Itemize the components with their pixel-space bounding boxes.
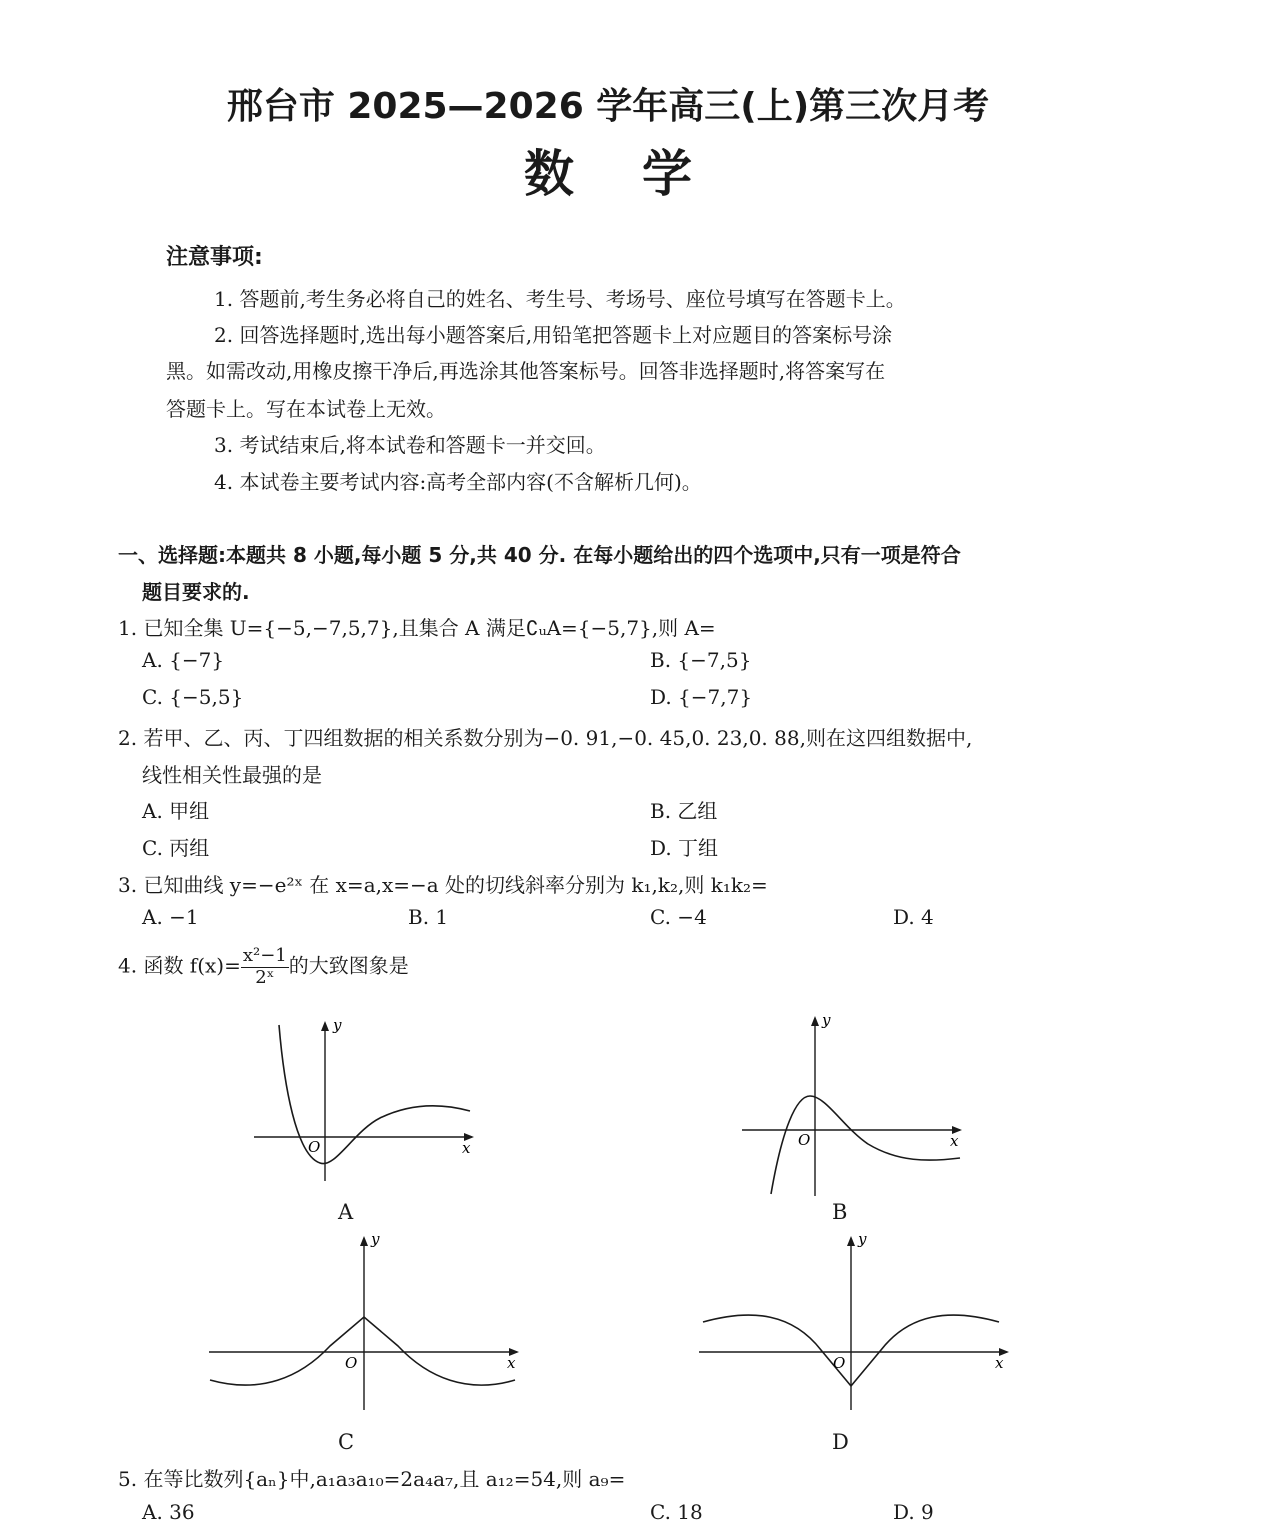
q2-option-b: B. 乙组 [650, 799, 718, 823]
q2-option-c: C. 丙组 [142, 836, 210, 860]
q3-stem: 3. 已知曲线 y=−e²ˣ 在 x=a,x=−a 处的切线斜率分别为 k₁,k₂,则 k₁k₂= [118, 873, 768, 897]
notice-item-2-line-1: 2. 回答选择题时,选出每小题答案后,用铅笔把答题卡上对应题目的答案标号涂 [214, 323, 893, 347]
q4-stem [118, 946, 409, 988]
notice-item-2-line-3: 答题卡上。写在本试卷上无效。 [166, 397, 446, 421]
q1-stem: 1. 已知全集 U={−5,−7,5,7},且集合 A 满足∁ᵤA={−5,7},则 A= [118, 616, 716, 640]
q3-option-d: D. 4 [893, 905, 934, 929]
q5-stem: 5. 在等比数列{aₙ}中,a₁a₃a₁₀=2a₄a₇,且 a₁₂=54,则 a₉= [118, 1467, 626, 1491]
graph-a-x-label: x [462, 1139, 471, 1157]
graph-d-y-arrow [847, 1236, 855, 1246]
q2-stem-line-2: 线性相关性最强的是 [142, 763, 322, 787]
graph-c-curve [210, 1317, 515, 1385]
q1-option-a: A. {−7} [142, 648, 225, 672]
graph-c-caption: C [338, 1430, 355, 1454]
graph-a-caption: A [338, 1200, 354, 1224]
graph-b-caption: B [832, 1200, 848, 1224]
graph-b-y-arrow [811, 1016, 819, 1026]
section-1-heading-line-1: 一、选择题:本题共 8 小题,每小题 5 分,共 40 分. 在每小题给出的四个选项中,只有一项是符合 [118, 543, 961, 567]
graph-d-y-label: y [858, 1230, 867, 1248]
graph-c-y-label: y [371, 1230, 380, 1248]
q2-stem-line-1: 2. 若甲、乙、丙、丁四组数据的相关系数分别为−0. 91,−0. 45,0. 23,0. 88,则在这四组数据中, [118, 726, 973, 750]
q1-option-d: D. {−7,7} [650, 685, 753, 709]
q2-option-d: D. 丁组 [650, 836, 719, 860]
graph-c-y-arrow [360, 1236, 368, 1246]
q3-option-a: A. −1 [142, 905, 199, 929]
notice-item-1: 1. 答题前,考生务必将自己的姓名、考生号、考场号、座位号填写在答题卡上。 [214, 287, 906, 311]
graph-d [695, 1228, 1015, 1414]
graph-a-y-arrow [321, 1021, 329, 1031]
notice-item-4: 4. 本试卷主要考试内容:高考全部内容(不含解析几何)。 [214, 470, 702, 494]
graph-b [738, 1010, 968, 1200]
q5-option-c: C. 18 [650, 1500, 703, 1524]
q1-option-c: C. {−5,5} [142, 685, 244, 709]
q2-option-a: A. 甲组 [142, 799, 210, 823]
section-1-heading-line-2: 题目要求的. [142, 580, 250, 604]
subject-title: 数学 [524, 145, 760, 203]
graph-c-origin: O [345, 1354, 358, 1372]
q5-option-a: A. 36 [142, 1500, 195, 1524]
q4-denominator: 2ˣ [255, 966, 275, 988]
q1-option-b: B. {−7,5} [650, 648, 752, 672]
graph-a-y-label: y [333, 1016, 342, 1034]
q4-numerator: x²−1 [242, 945, 287, 966]
graph-b-x-label: x [950, 1132, 959, 1150]
notice-item-2-line-2: 黑。如需改动,用橡皮擦干净后,再选涂其他答案标号。回答非选择题时,将答案写在 [166, 359, 886, 383]
exam-title: 邢台市 2025—2026 学年高三(上)第三次月考 [226, 86, 990, 127]
graph-a-origin: O [308, 1138, 321, 1156]
graph-c [205, 1228, 525, 1414]
q4-stem-suffix: 的大致图象是 [288, 953, 409, 978]
q3-option-c: C. −4 [650, 905, 707, 929]
graph-b-y-label: y [822, 1011, 831, 1029]
graph-b-origin: O [798, 1131, 811, 1149]
q5-option-d: D. 9 [893, 1500, 934, 1524]
q4-fraction [241, 946, 289, 988]
graph-d-caption: D [832, 1430, 849, 1454]
graph-a [250, 1015, 480, 1185]
notice-heading: 注意事项: [166, 245, 263, 270]
graph-d-x-label: x [995, 1354, 1004, 1372]
notice-item-3: 3. 考试结束后,将本试卷和答题卡一并交回。 [214, 433, 606, 457]
graph-d-origin: O [833, 1354, 846, 1372]
q4-stem-prefix: 4. 函数 f(x)= [118, 953, 241, 978]
q3-option-b: B. 1 [408, 905, 449, 929]
graph-c-x-label: x [507, 1354, 516, 1372]
